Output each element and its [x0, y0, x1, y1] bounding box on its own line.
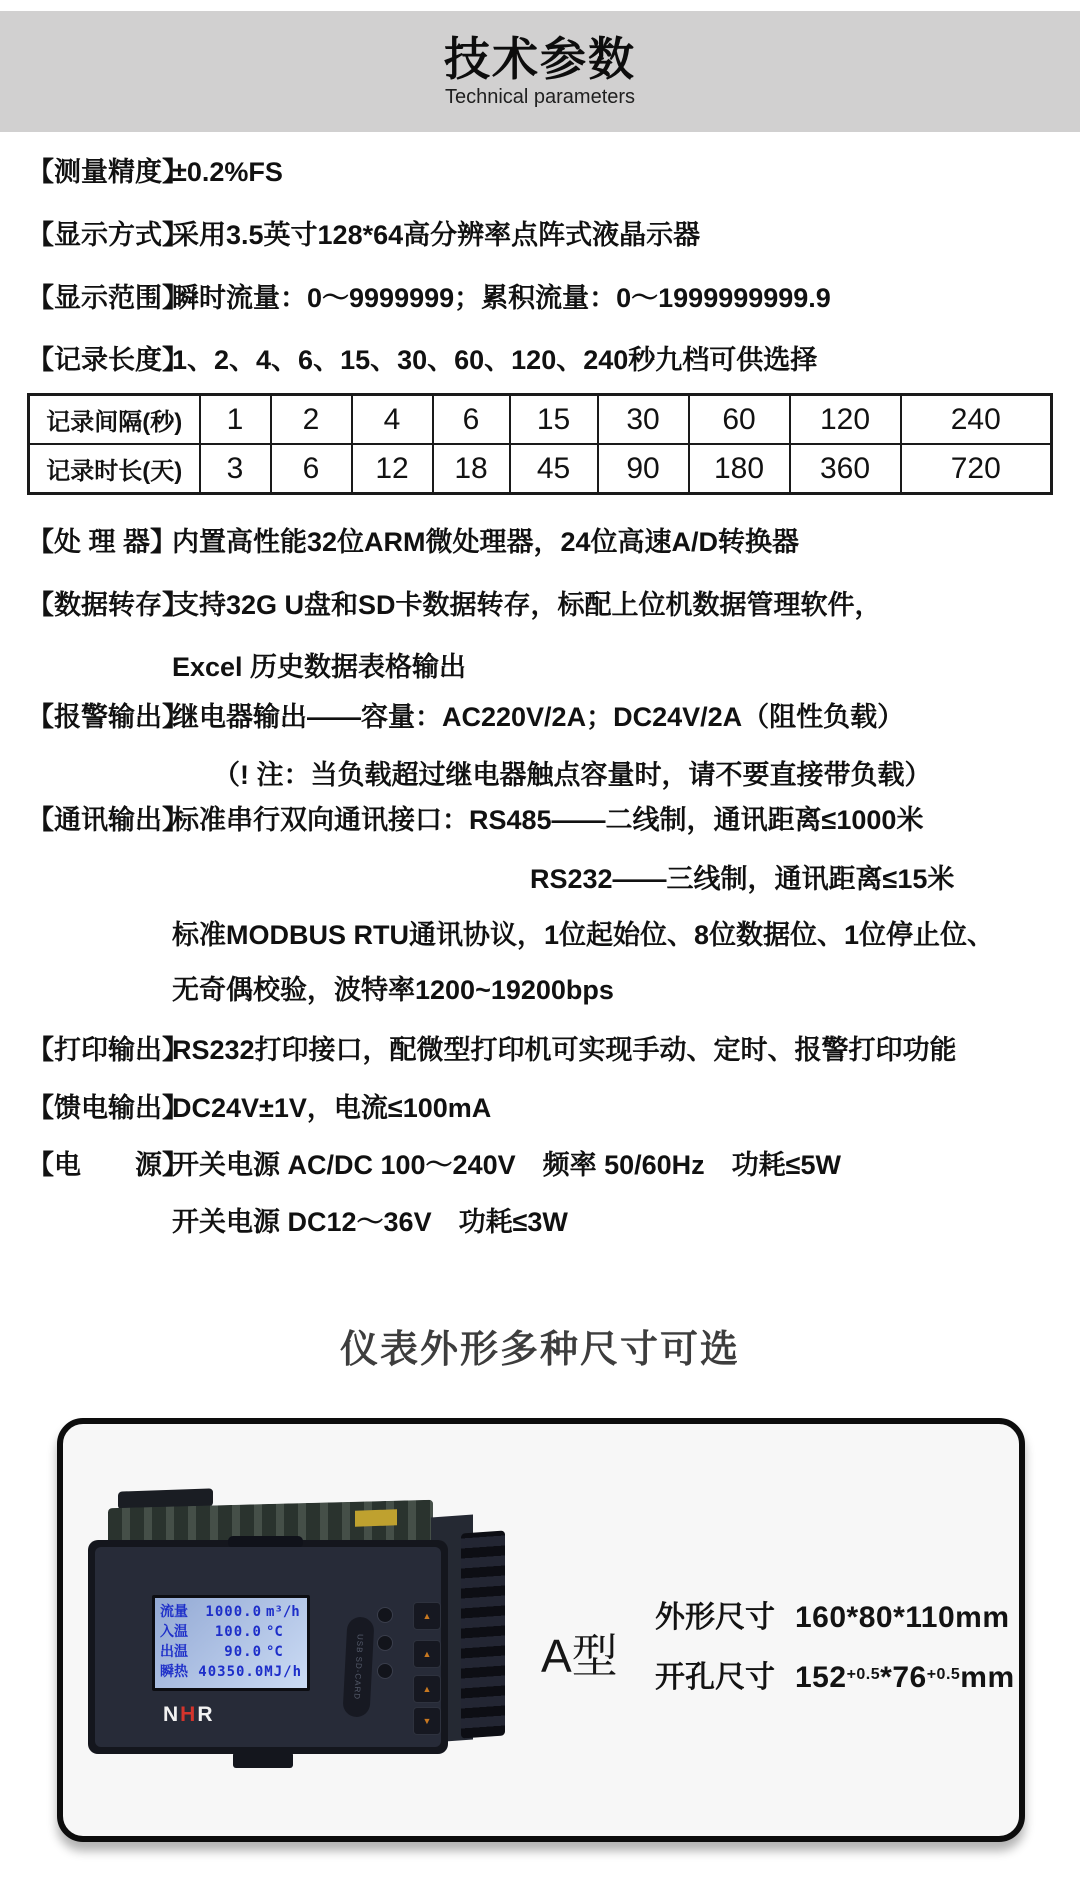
- table-cell: 6: [271, 444, 352, 494]
- spec-label: 【处 理 器】: [27, 527, 178, 557]
- spec-row-record-length: [27, 343, 818, 377]
- dim-part: 152: [795, 1661, 847, 1694]
- lcd-param-value: 90.0: [224, 1644, 262, 1660]
- lcd-row-inlet-temp: [160, 1622, 302, 1642]
- dim-tolerance: +0.5: [926, 1666, 961, 1683]
- device-round-button: [377, 1635, 393, 1651]
- row-header: 记录时长(天): [29, 444, 200, 494]
- spec-row-data-dump: [27, 588, 882, 622]
- spec-row-comm-output: [27, 803, 924, 837]
- lcd-row-outlet-temp: [160, 1642, 302, 1662]
- table-cell: 1: [200, 395, 271, 445]
- spec-continuation-dc-power: 开关电源 DC12～36V 功耗≤3W: [172, 1207, 568, 1237]
- device-key-up: ▲: [413, 1640, 441, 1668]
- spec-label: 【显示方式】: [27, 220, 189, 250]
- spec-row-alarm-output: [27, 700, 905, 734]
- dim-unit: mm: [960, 1661, 1015, 1694]
- table-cell: 180: [689, 444, 790, 494]
- spec-row-display-type: [27, 218, 701, 252]
- device-key-down: ▼: [413, 1707, 441, 1735]
- spec-value: RS232打印接口，配微型打印机可实现手动、定时、报警打印功能: [172, 1035, 957, 1065]
- section-heading-sizes: 仪表外形多种尺寸可选: [339, 1329, 740, 1371]
- spec-continuation-excel: Excel 历史数据表格输出: [172, 652, 467, 682]
- lcd-param-value: 100.0: [214, 1624, 262, 1640]
- table-row-duration: [29, 444, 1052, 494]
- spec-value: DC24V±1V，电流≤100mA: [172, 1093, 492, 1123]
- device-front-panel: [88, 1540, 448, 1754]
- brand-letter-r: R: [197, 1703, 215, 1726]
- table-cell: 90: [598, 444, 689, 494]
- spec-value: 继电器输出——容量：AC220V/2A；DC24V/2A（阻性负载）: [172, 702, 905, 732]
- device-key-up: ▲: [413, 1602, 441, 1630]
- lcd-param-name: 入温: [160, 1624, 188, 1640]
- table-row-interval: [29, 395, 1052, 445]
- lcd-param-name: 出温: [160, 1644, 188, 1660]
- page-subtitle: Technical parameters: [444, 86, 636, 109]
- spec-continuation-parity: 无奇偶校验，波特率1200~19200bps: [172, 975, 614, 1005]
- table-cell: 6: [433, 395, 510, 445]
- spec-row-feed-output: [27, 1091, 492, 1125]
- spec-value: 1、2、4、6、15、30、60、120、240秒九档可供选择: [172, 345, 818, 375]
- table-cell: 4: [352, 395, 433, 445]
- spec-value: 采用3.5英寸128*64高分辨率点阵式液晶示器: [172, 220, 701, 250]
- table-cell: 30: [598, 395, 689, 445]
- spec-value: 开关电源 AC/DC 100～240V 频率 50/60Hz 功耗≤5W: [172, 1150, 841, 1180]
- spec-label: 【馈电输出】: [27, 1093, 189, 1123]
- spec-row-print-output: [27, 1033, 957, 1067]
- spec-row-processor: [27, 525, 800, 559]
- dim-part: *76: [880, 1661, 927, 1694]
- lcd-param-name: 瞬热: [160, 1664, 188, 1680]
- spec-continuation-rs232: RS232——三线制，通讯距离≤15米: [530, 864, 955, 894]
- device-label-sticker: [355, 1509, 397, 1526]
- lcd-param-value: 40350.0MJ/h: [198, 1664, 302, 1680]
- spec-label: 【数据转存】: [27, 590, 189, 620]
- row-header: 记录间隔(秒): [29, 395, 200, 445]
- spec-value: ±0.2%FS: [172, 157, 283, 187]
- table-cell: 18: [433, 444, 510, 494]
- dim-row-outline: [655, 1592, 1010, 1636]
- spec-label: 【记录长度】: [27, 345, 189, 375]
- device-bottom-tab: [233, 1752, 293, 1768]
- table-cell: 15: [510, 395, 598, 445]
- table-cell: 2: [271, 395, 352, 445]
- device-round-button: [377, 1607, 393, 1623]
- table-cell: 360: [790, 444, 901, 494]
- dim-tolerance: +0.5: [846, 1666, 881, 1683]
- spec-row-accuracy: [27, 155, 283, 189]
- dim-value: [795, 1661, 1015, 1694]
- lcd-param-unit: °C: [266, 1624, 283, 1640]
- dim-value: 160*80*110mm: [795, 1601, 1010, 1634]
- spec-continuation-alarm-note: （! 注：当负载超过继电器触点容量时，请不要直接带负载）: [213, 760, 932, 790]
- dim-label: 开孔尺寸: [655, 1661, 775, 1694]
- table-cell: 12: [352, 444, 433, 494]
- dim-row-cutout: [655, 1652, 1015, 1696]
- spec-continuation-modbus: 标准MODBUS RTU通讯协议，1位起始位、8位数据位、1位停止位、: [172, 920, 995, 950]
- device-lcd-screen: [152, 1595, 310, 1691]
- spec-value: 瞬时流量：0～9999999；累积流量：0～1999999999.9: [172, 283, 831, 313]
- spec-label: 【测量精度】: [27, 157, 189, 187]
- spec-label: 【电 源】: [27, 1150, 189, 1180]
- spec-value: 支持32G U盘和SD卡数据转存，标配上位机数据管理软件，: [172, 590, 882, 620]
- device-photo: [63, 1424, 583, 1836]
- table-cell: 120: [790, 395, 901, 445]
- table-cell: 720: [901, 444, 1052, 494]
- lcd-param-value: 1000.0: [205, 1604, 262, 1620]
- lcd-param-unit: °C: [266, 1644, 283, 1660]
- brand-letter-h: H: [180, 1703, 198, 1726]
- device-round-button: [377, 1663, 393, 1679]
- table-cell: 60: [689, 395, 790, 445]
- table-cell: 240: [901, 395, 1052, 445]
- page-title: 技术参数: [444, 32, 636, 85]
- spec-row-display-range: [27, 281, 831, 315]
- header-band: [0, 11, 1080, 132]
- lcd-row-flow: [160, 1602, 302, 1622]
- lcd-param-unit: m³/h: [266, 1604, 300, 1620]
- table-cell: 45: [510, 444, 598, 494]
- model-label: A型: [541, 1630, 618, 1682]
- spec-value: 标准串行双向通讯接口：RS485——二线制，通讯距离≤1000米: [172, 805, 924, 835]
- spec-label: 【打印输出】: [27, 1035, 189, 1065]
- spec-label: 【通讯输出】: [27, 805, 189, 835]
- record-interval-table: [27, 393, 1053, 495]
- spec-label: 【报警输出】: [27, 702, 189, 732]
- slot-label: USB SD-CARD: [352, 1633, 365, 1701]
- brand-logo: [163, 1703, 215, 1727]
- dim-label: 外形尺寸: [655, 1601, 775, 1634]
- product-size-box: [57, 1418, 1025, 1842]
- spec-value: 内置高性能32位ARM微处理器，24位高速A/D转换器: [172, 527, 800, 557]
- spec-row-power: [27, 1148, 841, 1182]
- lcd-param-name: 流量: [160, 1604, 188, 1620]
- device-heatsink: [461, 1530, 505, 1738]
- usb-sd-slot-cover: [342, 1616, 374, 1717]
- device-key-up: ▲: [413, 1675, 441, 1703]
- table-cell: 3: [200, 444, 271, 494]
- brand-letter-n: N: [163, 1703, 181, 1726]
- device-front-inner: [95, 1547, 441, 1747]
- spec-label: 【显示范围】: [27, 283, 189, 313]
- lcd-row-heat: [160, 1662, 302, 1682]
